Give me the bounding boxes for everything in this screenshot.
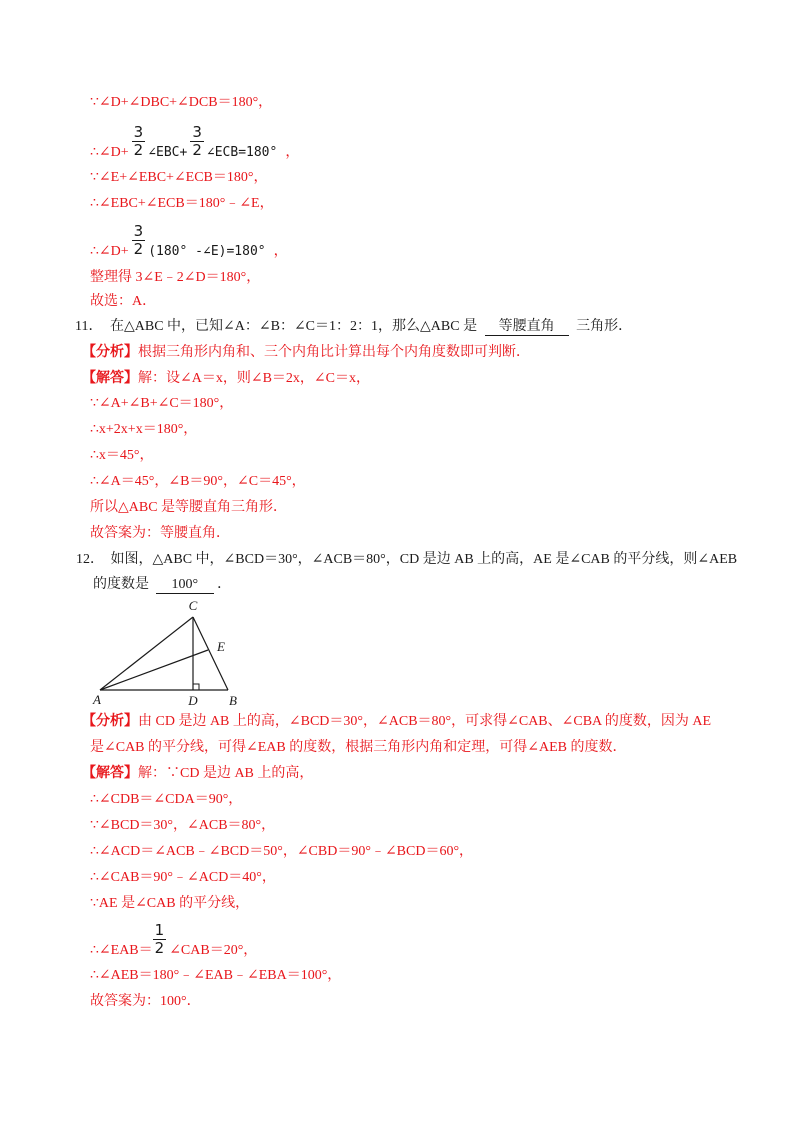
- q12-analysis-line-2: 是∠CAB 的平分线，可得∠EAB 的度数，根据三角形内角和定理，可得∠AEB 的度数．: [90, 740, 627, 755]
- q10-line-7: 故选：A．: [90, 294, 157, 309]
- fraction-denominator: 2: [192, 141, 202, 159]
- fraction: [132, 124, 146, 159]
- label-b: B: [229, 693, 237, 708]
- q12-step: ∴∠AEB＝180°﹣∠EAB﹣∠EBA＝100°，: [90, 968, 342, 983]
- analysis-text: 由 CD 是边 AB 上的高，∠BCD＝30°，∠ACB＝80°，可求得∠CAB、∠CBA 的度数，因为 AE: [138, 714, 712, 729]
- fraction-denominator: 2: [133, 141, 144, 159]
- fraction-numerator: 3: [133, 222, 144, 240]
- q12-stem-line-2-before: 的度数是: [93, 577, 149, 592]
- q11-step: 故答案为：等腰直角．: [90, 526, 230, 541]
- q10-line-4: ∴∠EBC+∠ECB＝180°﹣∠E，: [90, 196, 274, 211]
- fraction-numerator: 3: [133, 123, 144, 141]
- fraction: [153, 922, 167, 957]
- q12-step: ∴∠CAB＝90°﹣∠ACD＝40°，: [90, 870, 276, 885]
- q11-step: ∴∠A＝45°，∠B＝90°，∠C＝45°，: [90, 474, 306, 489]
- solution-tag: 【解答】: [82, 766, 138, 781]
- q10-line-2-rest: ∠ECB=180°: [206, 145, 278, 160]
- fraction-denominator: 2: [133, 240, 144, 258]
- q11-analysis: [82, 344, 530, 362]
- analysis-tag: 【分析】: [82, 714, 138, 729]
- q11-step: ∴x+2x+x＝180°，: [90, 422, 198, 437]
- q12-step: ∵AE 是∠CAB 的平分线，: [90, 896, 250, 911]
- q11-solution: [82, 370, 370, 388]
- triangle-figure: [85, 596, 250, 711]
- q10-line-2: [90, 118, 299, 162]
- right-angle-mark: [193, 684, 199, 690]
- fraction: [190, 124, 204, 159]
- q12-stem-line-2-after: ．: [217, 577, 232, 592]
- fraction-numerator: 3: [192, 123, 202, 141]
- q12-number: 12．: [76, 552, 104, 567]
- label-d: D: [188, 693, 198, 708]
- q11-step: ∵∠A+∠B+∠C＝180°，: [90, 396, 234, 411]
- q10-line-5-suffix: ，: [273, 244, 288, 259]
- fraction-denominator: 2: [154, 939, 165, 957]
- q12-answer-blank: 100°: [156, 577, 215, 594]
- bisector-ae: [100, 650, 208, 690]
- q10-line-2-suffix: ，: [285, 145, 300, 160]
- q11-number: 11．: [75, 319, 103, 334]
- q10-line-6: 整理得 3∠E﹣2∠D＝180°，: [90, 270, 261, 285]
- q12-solution: [82, 765, 313, 783]
- q10-line-2-mid: ∠EBC+: [148, 145, 188, 160]
- q12-step: ∵∠BCD＝30°，∠ACB＝80°，: [90, 818, 276, 833]
- q11-step: ∴x＝45°，: [90, 448, 154, 463]
- q10-line-5-rest: (180° -∠E)=180°: [148, 244, 266, 259]
- q12-analysis-line-1: [82, 713, 711, 731]
- solution-text: 解：设∠A＝x，则∠B＝2x，∠C＝x，: [138, 371, 370, 386]
- fraction: [132, 223, 146, 258]
- label-c: C: [188, 598, 198, 613]
- q10-line-5-prefix: ∴∠D+: [90, 244, 129, 259]
- analysis-tag: 【分析】: [82, 345, 138, 360]
- q12-step: 故答案为：100°．: [90, 994, 201, 1009]
- q12-fraction-step-rest: ∠CAB＝20°，: [169, 943, 258, 958]
- q10-line-5: [90, 217, 288, 261]
- q11-stem: [75, 318, 632, 336]
- q11-stem-before: 在△ABC 中，已知∠A：∠B：∠C＝1：2：1，那么△ABC 是: [109, 319, 478, 334]
- q12-fraction-step-prefix: ∴∠EAB＝: [90, 943, 153, 958]
- q10-line-2-prefix: ∴∠D+: [90, 145, 129, 160]
- q12-fraction-step: [90, 916, 257, 960]
- q12-stem-line-1: [76, 551, 737, 569]
- solution-tag: 【解答】: [82, 371, 138, 386]
- analysis-text: 根据三角形内角和、三个内角比计算出每个内角度数即可判断．: [138, 345, 530, 360]
- q10-line-3: ∵∠E+∠EBC+∠ECB＝180°，: [90, 170, 268, 185]
- fraction-numerator: 1: [154, 921, 165, 939]
- q10-line-1: ∵∠D+∠DBC+∠DCB＝180°，: [90, 95, 273, 110]
- q12-stem-text: 如图，△ABC 中，∠BCD＝30°，∠ACB＝80°，CD 是边 AB 上的高，AE 是∠CAB 的平分线，则∠AEB: [110, 552, 738, 567]
- side-ac: [100, 617, 193, 690]
- label-e: E: [217, 639, 225, 654]
- q12-step: ∴∠CDB＝∠CDA＝90°，: [90, 792, 243, 807]
- q12-step: ∴∠ACD＝∠ACB﹣∠BCD＝50°，∠CBD＝90°﹣∠BCD＝60°，: [90, 844, 474, 859]
- solution-text: 解：∵CD 是边 AB 上的高，: [138, 766, 314, 781]
- q11-stem-after: 三角形．: [576, 319, 633, 334]
- q12-stem-line-2: [93, 576, 231, 594]
- label-a: A: [93, 692, 101, 707]
- q11-answer-blank: 等腰直角: [485, 319, 569, 336]
- q11-step: 所以△ABC 是等腰直角三角形．: [90, 500, 288, 515]
